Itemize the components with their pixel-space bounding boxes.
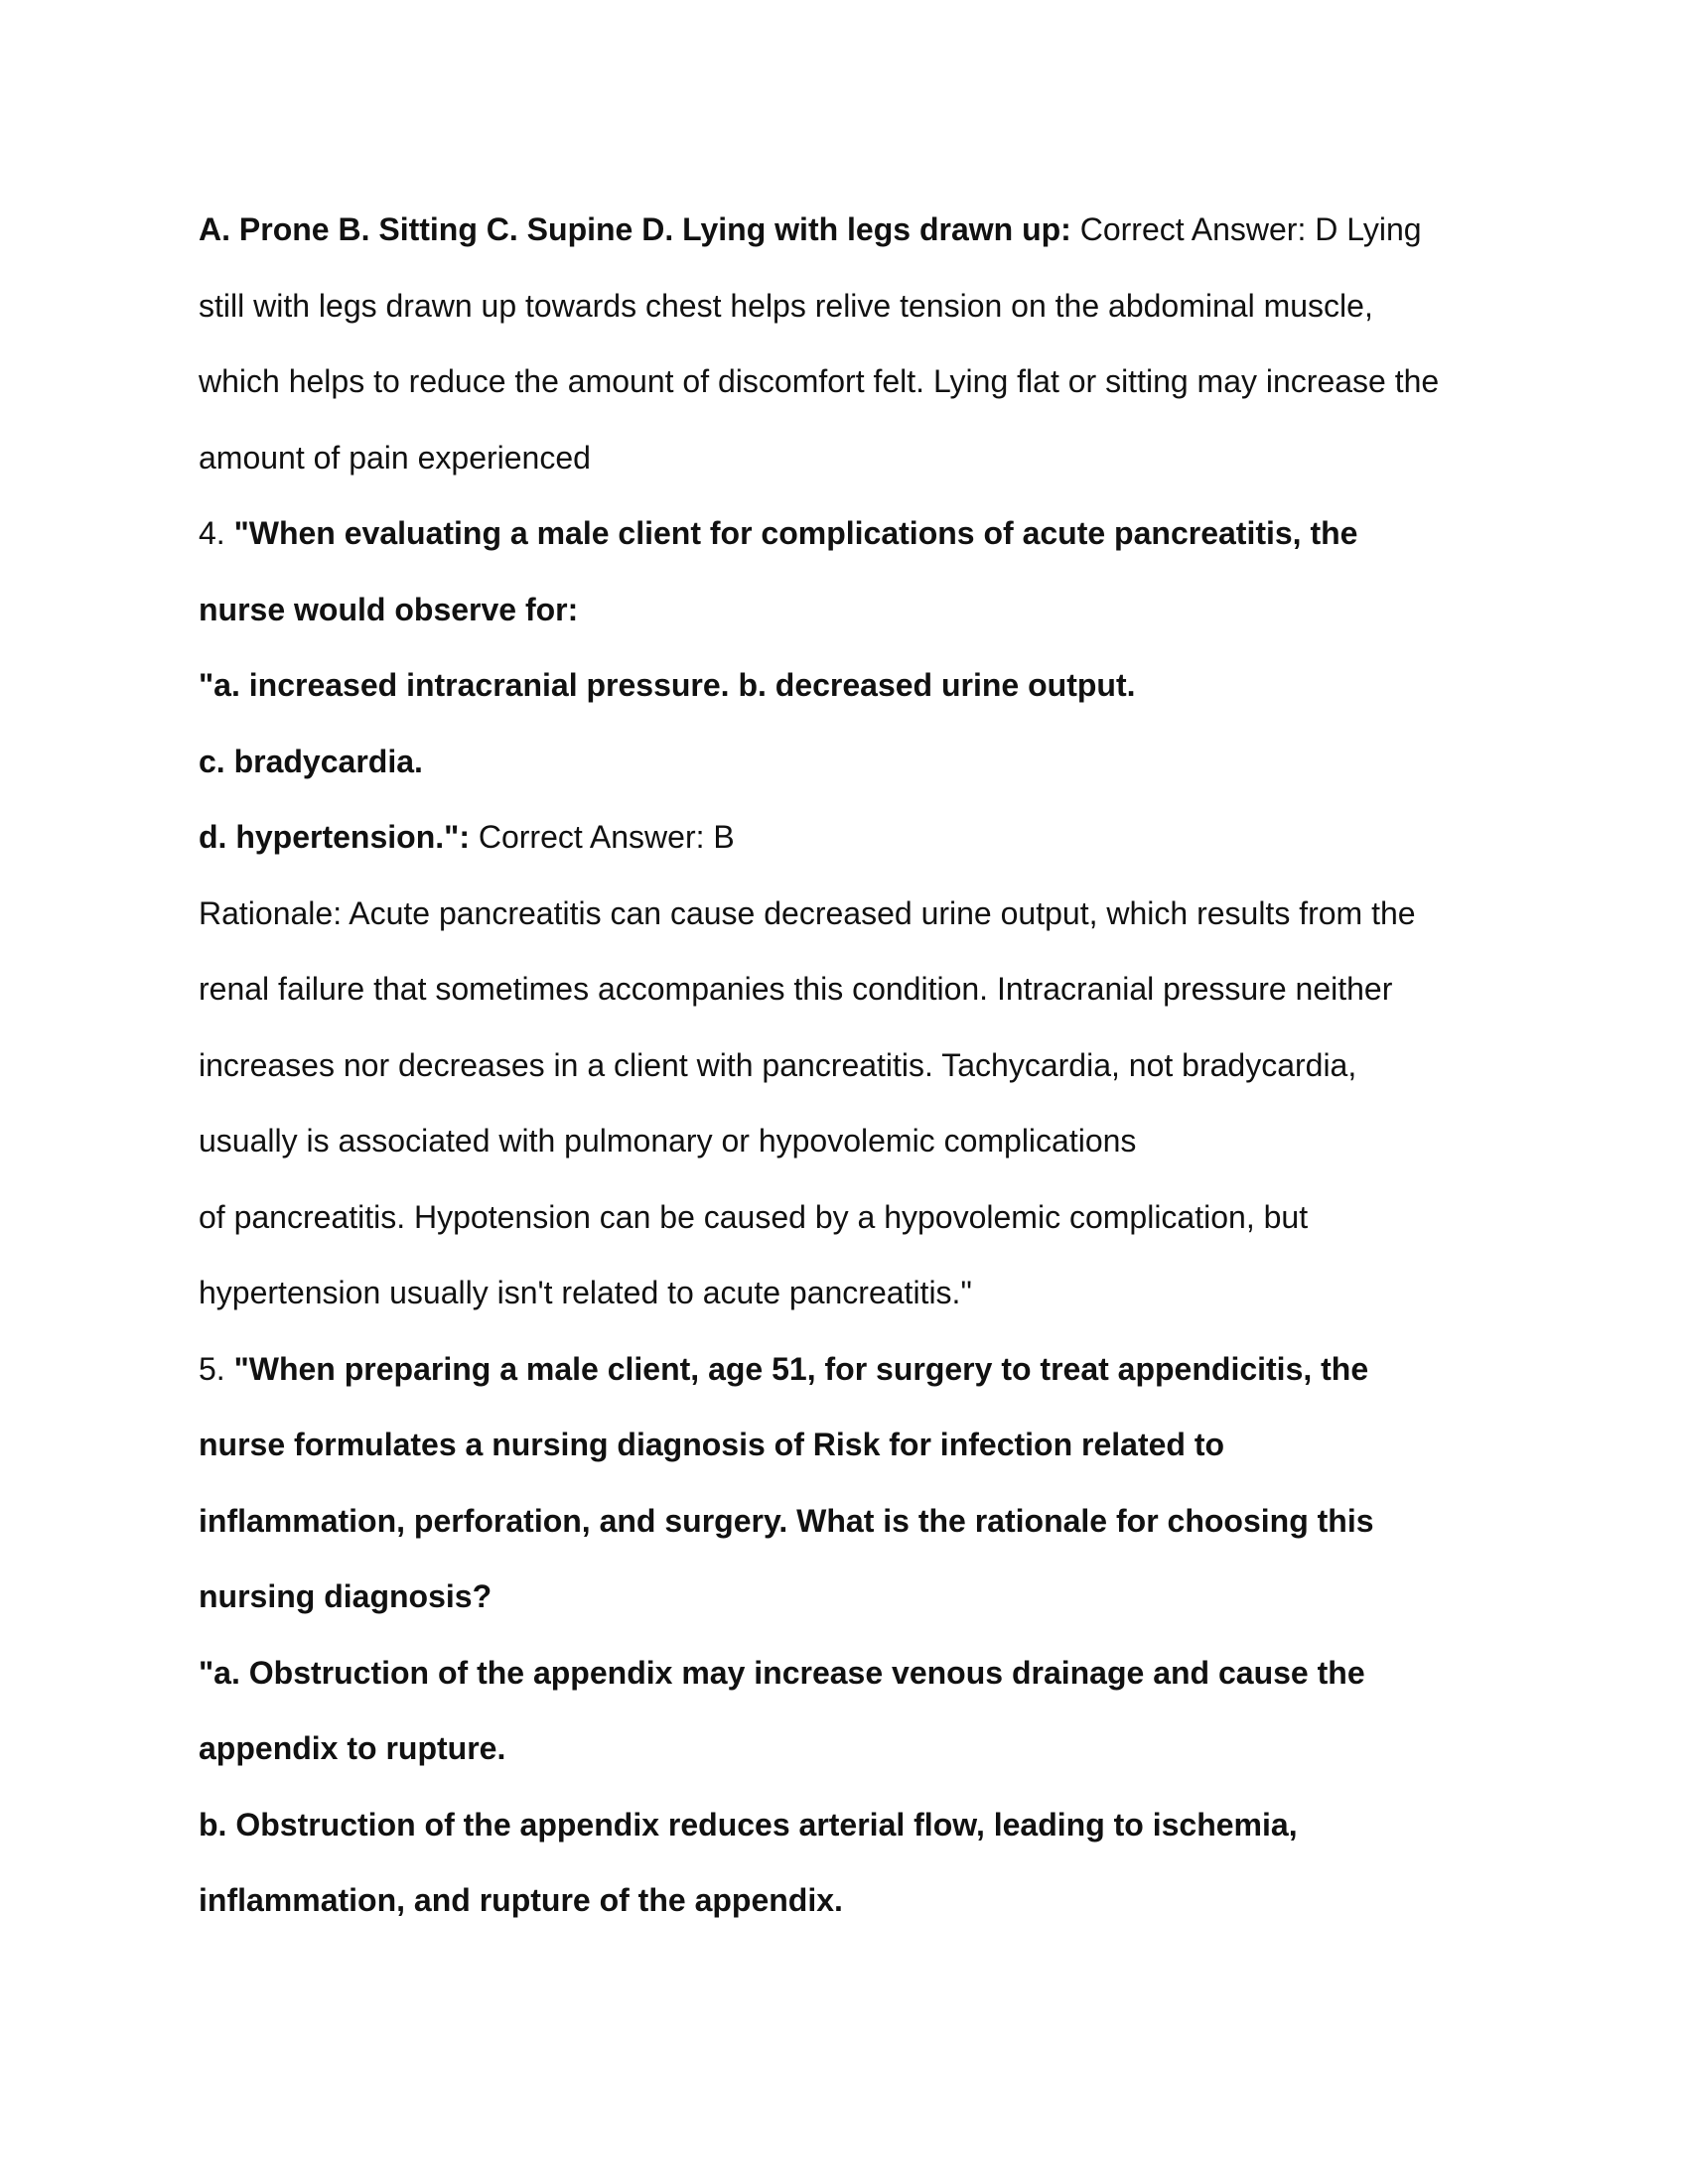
q4-rationale-line: hypertension usually isn't related to acute pancreatitis." <box>199 1275 972 1310</box>
q4-rationale-line: renal failure that sometimes accompanies this condition. Intracranial pressure neither <box>199 971 1393 1007</box>
q5-number: 5. <box>199 1350 225 1387</box>
q5-option-line: inflammation, and rupture of the appendix. <box>199 1882 843 1918</box>
q5-option-line: b. Obstruction of the appendix reduces arterial flow, leading to ischemia, <box>199 1806 1298 1843</box>
q4-question-line <box>199 495 1489 572</box>
q4-answer-line <box>199 799 1489 876</box>
q4-question-line: nurse would observe for: <box>199 591 579 627</box>
q4-option-line: c. bradycardia. <box>199 743 423 779</box>
q3-rationale-line: still with legs drawn up towards chest helps relive tension on the abdominal muscle, <box>199 287 1373 324</box>
q4-rationale-line: usually is associated with pulmonary or hypovolemic complications <box>199 1123 1137 1159</box>
q4-rationale-line: increases nor decreases in a client with pancreatitis. Tachycardia, not bradycardia, <box>199 1046 1357 1083</box>
document-body <box>199 192 1489 1939</box>
q3-rationale-line: amount of pain experienced <box>199 439 591 476</box>
q5-question-line <box>199 1331 1489 1408</box>
q5-question-line: inflammation, perforation, and surgery. What is the rationale for choosing this <box>199 1502 1374 1539</box>
q4-question-text: "When evaluating a male client for complications of acute pancreatitis, the <box>233 515 1358 551</box>
q5-question-line: nurse formulates a nursing diagnosis of Risk for infection related to <box>199 1427 1225 1462</box>
q5-question-line: nursing diagnosis? <box>199 1578 492 1614</box>
q4-last-option: d. hypertension.": <box>199 819 470 855</box>
q4-rationale-line: Rationale: Acute pancreatitis can cause decreased urine output, which results from the <box>199 894 1416 931</box>
q4-option-line: "a. increased intracranial pressure. b. decreased urine output. <box>199 667 1136 703</box>
q3-answer-lead: Correct Answer: D Lying <box>1079 211 1422 247</box>
q5-option-line: "a. Obstruction of the appendix may increase venous drainage and cause the <box>199 1654 1365 1691</box>
q3-question: A. Prone B. Sitting C. Supine D. Lying with legs drawn up: <box>199 211 1071 247</box>
q3-question-line <box>199 192 1489 268</box>
q4-answer: Correct Answer: B <box>478 819 735 855</box>
q4-number: 4. <box>199 515 225 551</box>
q3-rationale-line: which helps to reduce the amount of discomfort felt. Lying flat or sitting may increase the <box>199 363 1440 399</box>
q5-option-line: appendix to rupture. <box>199 1730 506 1766</box>
q5-question-text: "When preparing a male client, age 51, for surgery to treat appendicitis, the <box>233 1350 1369 1387</box>
q4-rationale-line: of pancreatitis. Hypotension can be caused by a hypovolemic complication, but <box>199 1198 1309 1235</box>
